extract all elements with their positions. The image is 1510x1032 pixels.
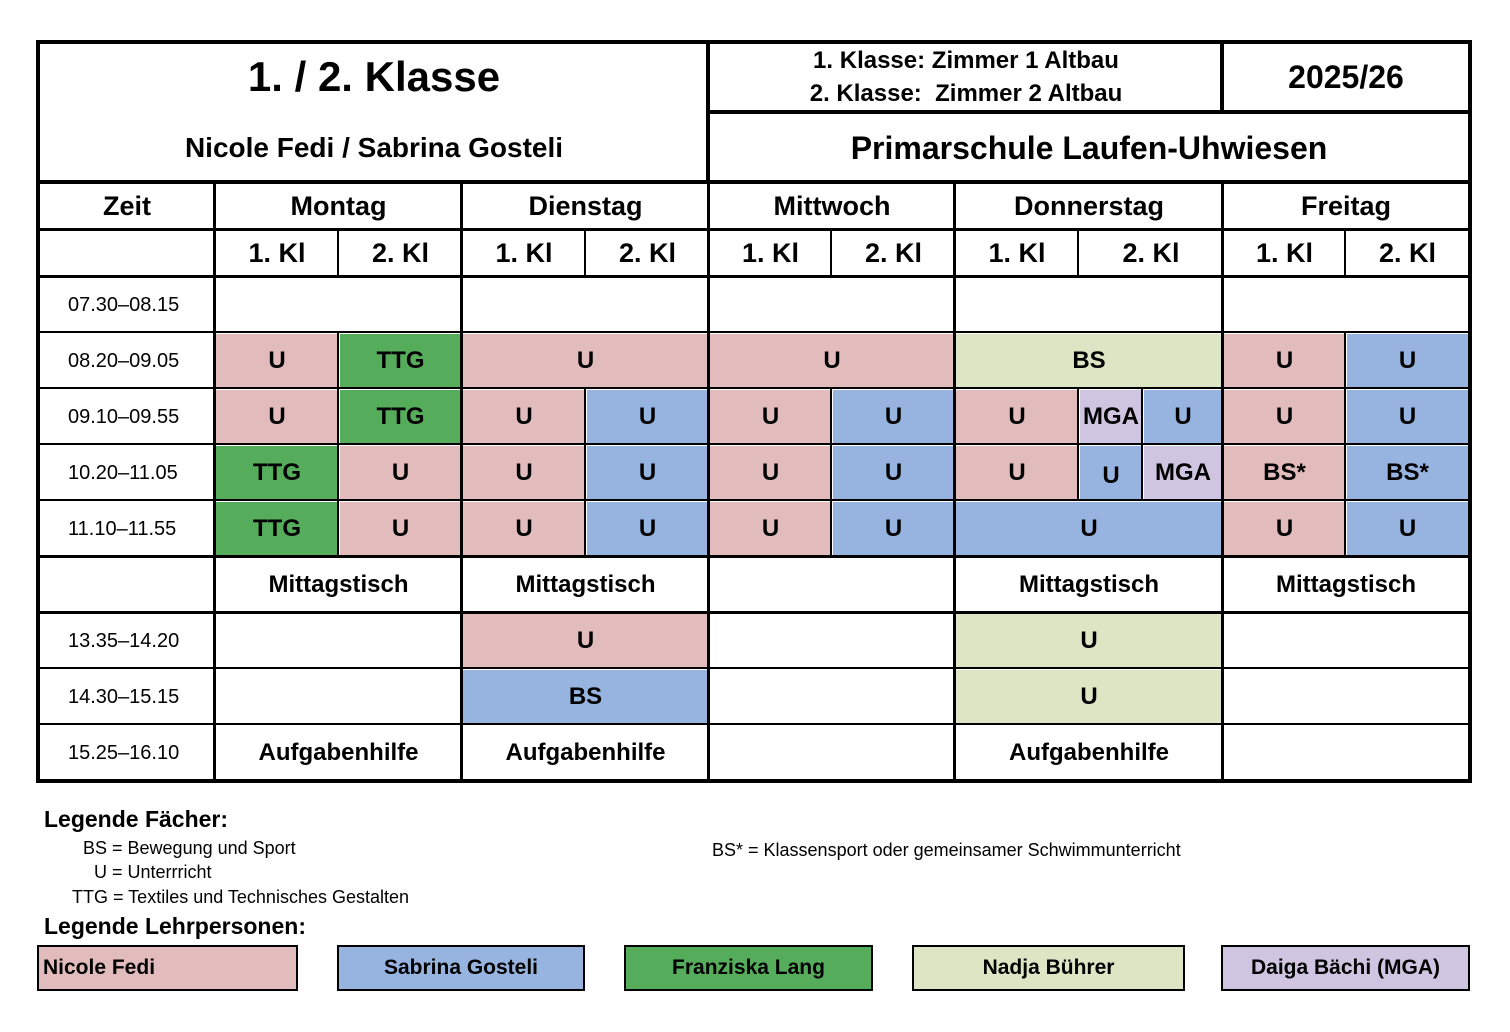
lesson-fr-kl2-slot3: U (1347, 390, 1468, 444)
lesson-mi-kl2-slot5: U (833, 502, 954, 556)
room-line-1: 1. Klasse: Zimmer 1 Altbau (813, 47, 1119, 74)
lesson-mi-slot2: U (710, 334, 954, 388)
lesson-do-kl2-slot3: U (1144, 390, 1222, 444)
legend-subject-bs: BS = Bewegung und Sport (83, 838, 296, 858)
subheader-di-kl2: 2. Kl (618, 238, 677, 268)
grid-line (36, 443, 1472, 445)
lesson-di-kl1-slot3: U (463, 390, 585, 444)
lesson-fr-kl1-slot3: U (1224, 390, 1345, 444)
lesson-do-slot6: U (956, 614, 1222, 668)
school-name: Primarschule Laufen-Uhwiesen (850, 129, 1328, 166)
lesson-do-mga-slot4: MGA (1144, 446, 1222, 500)
legend-teacher-franziska-lang: Franziska Lang (624, 945, 873, 991)
legend-subject-ttg: TTG = Textiles und Technisches Gestalten (72, 887, 410, 907)
grid-line (36, 667, 1472, 669)
grid-line (36, 40, 1472, 44)
legend-bs-star-note: BS* = Klassensport oder gemeinsamer Schwimmunterricht (712, 840, 1181, 860)
lesson-mo-kl1-slot4: TTG (216, 446, 338, 500)
time-slot-3: 09.10–09.55 (68, 405, 180, 428)
room-info (710, 44, 1222, 110)
lesson-do-kl1-slot3: U (956, 390, 1078, 444)
grid-line (36, 331, 1472, 333)
lesson-di-kl1-slot4: U (463, 446, 585, 500)
lesson-mi-kl2-slot4: U (833, 446, 954, 500)
grid-line (460, 180, 463, 783)
lesson-do-kl2-slot4: U (1080, 446, 1142, 500)
homework-donnerstag: Aufgabenhilfe (1009, 739, 1169, 766)
grid-line (1220, 40, 1224, 112)
lesson-di-kl2-slot5: U (587, 502, 708, 556)
grid-line (36, 40, 40, 783)
lesson-mo-kl2-slot4: U (340, 446, 461, 500)
grid-line (337, 228, 339, 277)
page-title: 1. / 2. Klasse (247, 53, 501, 100)
legend-teacher-nicole-fedi: Nicole Fedi (37, 945, 298, 991)
grid-line (36, 611, 1472, 614)
time-slot-7: 14.30–15.15 (68, 685, 180, 708)
lesson-mo-kl2-slot5: U (340, 502, 461, 556)
time-slot-2: 08.20–09.05 (68, 349, 180, 372)
lesson-do-slot2: BS (956, 334, 1222, 388)
legend-subject-u: U = Unterrricht (94, 862, 212, 882)
time-slot-6: 13.35–14.20 (68, 629, 180, 652)
lesson-mo-kl2-slot3: TTG (340, 390, 461, 444)
grid-line (36, 723, 1472, 725)
subheader-mo-kl1: 1. Kl (248, 238, 306, 268)
lesson-mo-kl1-slot3: U (216, 390, 338, 444)
subheader-mi-kl2: 2. Kl (864, 238, 923, 268)
grid-line (953, 180, 956, 783)
subheader-mo-kl2: 2. Kl (371, 238, 430, 268)
lesson-do-slot5: U (956, 502, 1222, 556)
grid-line (36, 555, 1472, 558)
lesson-mo-kl1-slot5: TTG (216, 502, 338, 556)
grid-line (1077, 228, 1079, 277)
grid-line (1221, 180, 1224, 783)
lesson-mo-kl1-slot2: U (216, 334, 338, 388)
lunch-dienstag: Mittagstisch (515, 571, 656, 598)
legend-teacher-daiga-baechi: Daiga Bächi (MGA) (1221, 945, 1470, 991)
lesson-mi-kl1-slot4: U (710, 446, 831, 500)
grid-line (584, 388, 586, 556)
grid-line (707, 180, 710, 783)
col-header-donnerstag: Donnerstag (1013, 191, 1165, 221)
col-header-mittwoch: Mittwoch (773, 191, 891, 221)
lesson-fr-kl2-slot2: U (1347, 334, 1468, 388)
grid-line (1077, 388, 1079, 500)
grid-line (706, 110, 1472, 114)
school-year: 2025/26 (1288, 58, 1404, 95)
lesson-do-slot7: U (956, 670, 1222, 724)
lesson-do-kl1-slot4: U (956, 446, 1078, 500)
grid-line (830, 228, 832, 277)
col-header-montag: Montag (290, 191, 387, 221)
grid-line (36, 779, 1472, 783)
grid-line (36, 275, 1472, 278)
lesson-mi-kl2-slot3: U (833, 390, 954, 444)
grid-line (1344, 228, 1346, 277)
grid-line (36, 228, 1472, 231)
room-line-2: 2. Klasse: Zimmer 2 Altbau (809, 80, 1123, 107)
grid-line (584, 228, 586, 277)
grid-line (36, 499, 1472, 501)
grid-line (36, 180, 1472, 184)
subheader-di-kl1: 1. Kl (495, 238, 553, 268)
time-slot-1: 07.30–08.15 (68, 293, 180, 316)
legend-teacher-sabrina-gosteli: Sabrina Gosteli (337, 945, 585, 991)
lesson-di-kl1-slot5: U (463, 502, 585, 556)
homework-montag: Aufgabenhilfe (258, 739, 419, 766)
lunch-donnerstag: Mittagstisch (1018, 571, 1159, 598)
grid-line (337, 332, 339, 556)
subheader-mi-kl1: 1. Kl (741, 238, 800, 268)
homework-dienstag: Aufgabenhilfe (505, 739, 666, 766)
teacher-names: Nicole Fedi / Sabrina Gosteli (184, 132, 564, 163)
lesson-fr-kl1-slot5: U (1224, 502, 1345, 556)
time-slot-4: 10.20–11.05 (68, 461, 178, 484)
lesson-di-slot7: BS (463, 670, 708, 724)
time-slot-8: 15.25–16.10 (68, 741, 180, 764)
lesson-di-slot6: U (463, 614, 708, 668)
lesson-di-kl2-slot3: U (587, 390, 708, 444)
legend-teacher-nadja-buehrer: Nadja Bührer (912, 945, 1185, 991)
lunch-freitag: Mittagstisch (1275, 571, 1416, 598)
time-slot-5: 11.10–11.55 (68, 517, 177, 540)
lesson-fr-kl1-slot2: U (1224, 334, 1345, 388)
grid-line (36, 387, 1472, 389)
lesson-mi-kl1-slot3: U (710, 390, 831, 444)
col-header-zeit: Zeit (102, 191, 151, 221)
col-header-dienstag: Dienstag (528, 191, 643, 221)
col-header-freitag: Freitag (1300, 191, 1392, 221)
subheader-do-kl1: 1. Kl (988, 238, 1046, 268)
legend-teachers-title: Legende Lehrpersonen: (44, 913, 306, 939)
subheader-fr-kl2: 2. Kl (1378, 238, 1437, 268)
grid-line (830, 388, 832, 556)
lesson-mo-kl2-slot2: TTG (340, 334, 461, 388)
lesson-fr-kl2-slot5: U (1347, 502, 1468, 556)
lesson-do-mga-slot3: MGA (1080, 390, 1142, 444)
grid-line (1141, 388, 1143, 500)
subheader-fr-kl1: 1. Kl (1255, 238, 1314, 268)
lesson-di-kl2-slot4: U (587, 446, 708, 500)
legend-subjects-title: Legende Fächer: (44, 806, 229, 832)
lesson-mi-kl1-slot5: U (710, 502, 831, 556)
lesson-fr-kl2-slot4: BS* (1347, 446, 1468, 500)
subheader-do-kl2: 2. Kl (1122, 238, 1180, 268)
grid-line (1344, 332, 1346, 556)
lesson-fr-kl1-slot4: BS* (1224, 446, 1345, 500)
grid-line (1468, 40, 1472, 783)
lunch-montag: Mittagstisch (268, 571, 409, 598)
lesson-di-slot2: U (463, 334, 708, 388)
grid-line (213, 180, 216, 783)
